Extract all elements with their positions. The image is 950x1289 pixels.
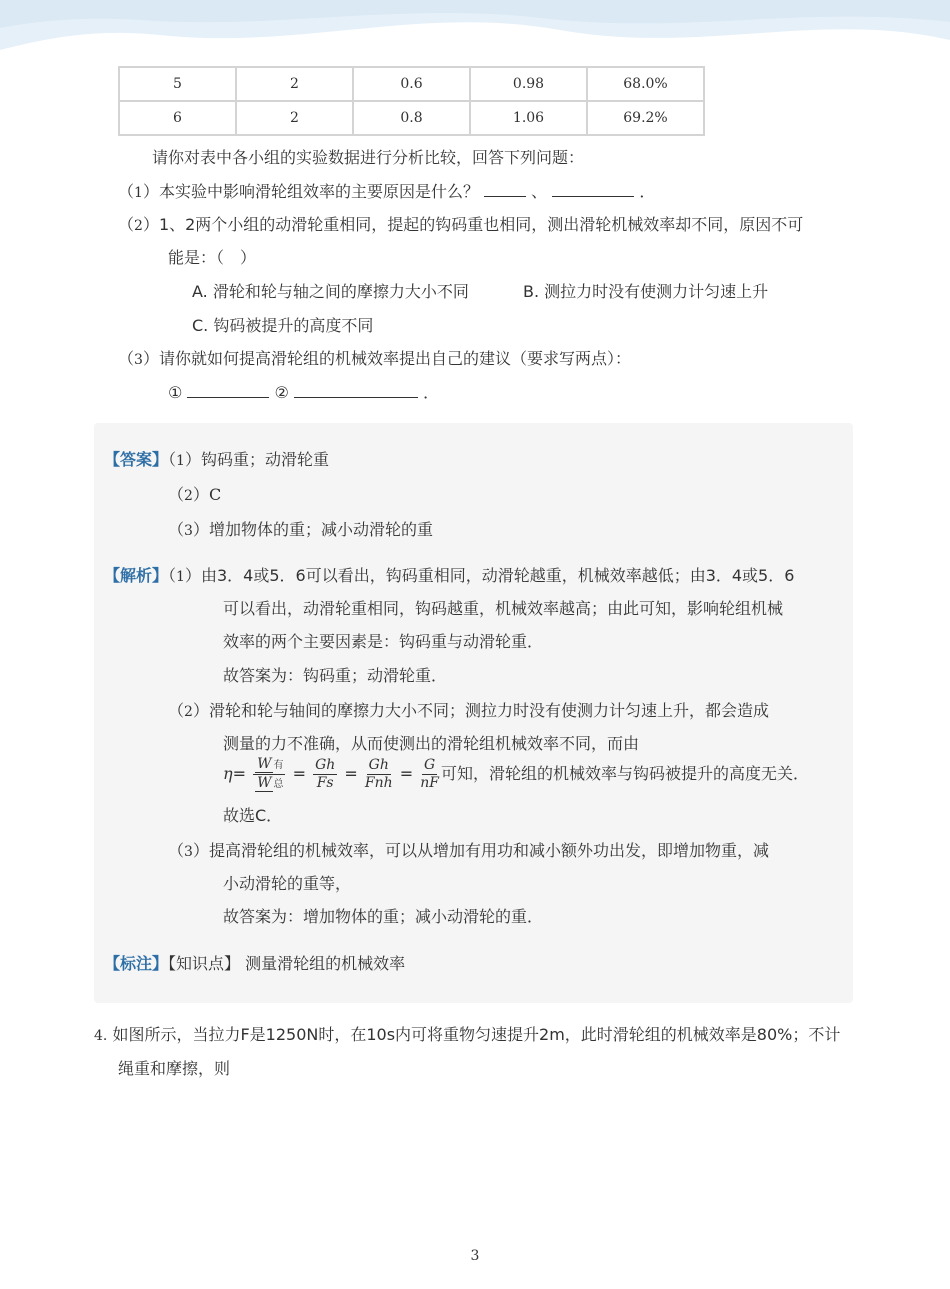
paren-open: （	[118, 215, 135, 234]
answer-1: 钩码重；动滑轮重	[200, 450, 329, 469]
numerator: Gh	[315, 757, 336, 773]
question-number: 4.	[94, 1028, 108, 1044]
note-section	[104, 951, 405, 974]
equals: =	[292, 764, 306, 783]
numerator: G	[423, 757, 436, 773]
question-3-text: ）请你就如何提高滑轮组的机械效率提出自己的建议（要求写两点）：	[142, 349, 631, 368]
table-cell: 1.06	[470, 101, 587, 135]
answer-blank[interactable]	[294, 383, 418, 398]
table-row	[119, 101, 704, 135]
denominator: Fs	[316, 775, 334, 791]
analysis-1-line2: 可以看出，动滑轮重相同，钩码越重，机械效率越高；由此可知，影响轮组机械	[223, 599, 784, 618]
analysis-1-line4: 故答案为：钩码重；动滑轮重．	[223, 666, 448, 685]
question-number: 2	[134, 218, 143, 234]
answer-blank[interactable]	[187, 383, 269, 398]
question-4-line2: 绳重和摩擦，则	[118, 1059, 231, 1078]
question-4-line1: 如图所示，当拉力F是1250N时，在10s内可将重物匀速提升2m，此时滑轮组的机械效率是80%；不计	[112, 1025, 841, 1044]
paren-open: （	[168, 520, 185, 539]
fraction-gh-fnh	[365, 757, 393, 792]
question-intro: 请你对表中各小组的实验数据进行分析比较，回答下列问题：	[152, 148, 585, 167]
analysis-2-line2: 测量的力不准确，从而使测出的滑轮组机械效率不同，而由	[223, 734, 640, 753]
question-number: 3	[134, 352, 143, 368]
table-cell: 69.2%	[587, 101, 704, 135]
analysis-2-row: （2）滑轮和轮与轴间的摩擦力大小不同；测拉力时没有使测力计匀速上升，都会造成	[168, 701, 769, 720]
analysis-2-line4: 故选C．	[223, 806, 283, 825]
question-3	[118, 346, 631, 369]
analysis-2-line1: 滑轮和轮与轴间的摩擦力大小不同；测拉力时没有使测力计匀速上升，都会造成	[208, 701, 769, 720]
fraction-gh-fs	[313, 757, 337, 792]
answer-section: 【答案】（1）钩码重；动滑轮重	[104, 450, 329, 469]
analysis-2-line3: 可知，滑轮组的机械效率与钩码被提升的高度无关．	[440, 764, 809, 783]
circle-two: ②	[274, 383, 289, 402]
analysis-tag: 【解析】	[104, 566, 169, 585]
table-cell: 0.98	[470, 67, 587, 101]
question-2	[118, 212, 803, 235]
analysis-number: 1	[176, 569, 185, 585]
denominator: Fnh	[364, 775, 393, 791]
analysis-number: 3	[184, 844, 193, 860]
analysis-1-line3: 效率的两个主要因素是：钩码重与动滑轮重．	[223, 632, 544, 651]
note-tag: 【标注】	[104, 954, 169, 973]
answer-number: 1	[176, 453, 185, 469]
answer-number: 3	[184, 523, 193, 539]
analysis-number: 2	[184, 704, 193, 720]
paren-open: （	[168, 485, 185, 504]
circle-one: ①	[168, 383, 183, 402]
equals: =	[399, 764, 414, 783]
question-1-text: ）本实验中影响滑轮组效率的主要原因是什么？	[142, 182, 479, 201]
denominator: nF	[420, 775, 439, 791]
knowledge-point-text: 测量滑轮组的机械效率	[245, 954, 406, 973]
question-3-blanks	[168, 380, 439, 403]
analysis-3-line3: 故答案为：增加物体的重；减小动滑轮的重．	[223, 907, 544, 926]
paren-open: （	[118, 349, 135, 368]
table-row	[119, 67, 704, 101]
period: ．	[423, 383, 440, 402]
paren-open: （	[118, 182, 135, 201]
table-cell: 5	[119, 67, 236, 101]
table-cell: 0.6	[353, 67, 470, 101]
analysis-3-row: （3）提高滑轮组的机械效率，可以从增加有用功和减小额外功出发，即增加物重，减	[168, 841, 769, 860]
question-1	[118, 179, 655, 202]
answer-2-row: （2）C	[168, 485, 222, 504]
paren-open: （	[168, 701, 185, 720]
answer-3-row: （3）增加物体的重；减小动滑轮的重	[168, 520, 433, 539]
experiment-data-table	[118, 66, 705, 136]
question-2-line2: 能是：（ ）	[168, 248, 257, 267]
knowledge-point-tag: 【知识点】	[168, 954, 241, 973]
denominator: W	[257, 775, 272, 791]
answer-blank[interactable]	[552, 182, 634, 197]
analysis-1-line1: 由3．4或5．6可以看出，钩码重相同，动滑轮越重，机械效率越低；由3．4或5．6	[200, 566, 795, 585]
paren-open: （	[168, 450, 177, 469]
option-c: C. 钩码被提升的高度不同	[192, 316, 374, 335]
efficiency-formula	[223, 756, 809, 793]
option-b: B. 测拉力时没有使测力计匀速上升	[523, 282, 769, 301]
analysis-3-line1: 提高滑轮组的机械效率，可以从增加有用功和减小额外功出发，即增加物重，减	[208, 841, 769, 860]
analysis-section: 【解析】（1）由3．4或5．6可以看出，钩码重相同，动滑轮越重，机械效率越低；由3．4或5．6	[104, 566, 795, 585]
answer-2: C	[208, 485, 222, 504]
table-cell: 2	[236, 67, 353, 101]
table-cell: 2	[236, 101, 353, 135]
table-cell: 68.0%	[587, 67, 704, 101]
analysis-3-line2: 小动滑轮的重等，	[223, 874, 352, 893]
answer-blank[interactable]	[484, 182, 526, 197]
fraction-work	[253, 756, 285, 793]
separator: 、	[531, 182, 548, 201]
table-cell: 0.8	[353, 101, 470, 135]
period: ．	[639, 182, 656, 201]
option-a: A. 滑轮和轮与轴之间的摩擦力大小不同	[192, 282, 469, 301]
fraction-g-nf	[420, 757, 439, 792]
table-cell: 6	[119, 101, 236, 135]
eta-symbol: η	[223, 764, 233, 783]
equals: =	[344, 764, 358, 783]
paren-open: （	[168, 566, 177, 585]
page-number: 3	[470, 1248, 480, 1264]
answer-3: 增加物体的重；减小动滑轮的重	[208, 520, 433, 539]
answer-number: 2	[184, 488, 193, 504]
equals: =	[232, 764, 246, 783]
subscript: 总	[273, 779, 284, 790]
question-4	[94, 1022, 840, 1045]
answer-tag: 【答案】	[104, 450, 169, 469]
subscript: 有	[273, 760, 284, 771]
header-wave-decoration	[0, 0, 950, 70]
question-2-text: ）1、2两个小组的动滑轮重相同，提起的钩码重也相同，测出滑轮机械效率却不同，原因不可	[142, 215, 804, 234]
numerator: W	[257, 756, 272, 772]
numerator: Gh	[368, 757, 389, 773]
question-number: 1	[134, 185, 143, 201]
paren-open: （	[168, 841, 185, 860]
